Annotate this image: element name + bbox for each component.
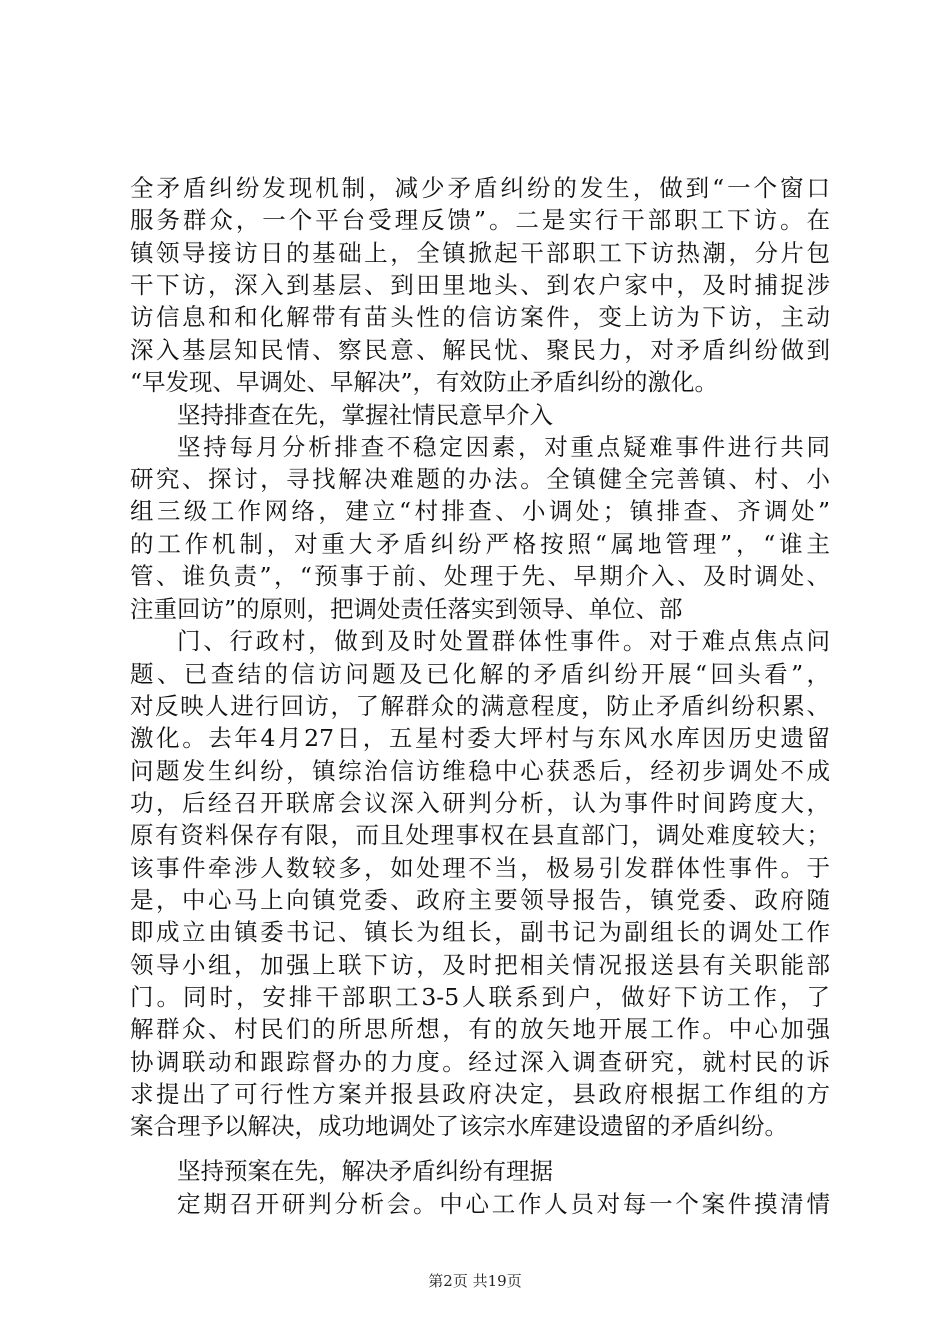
body-text-line: 服务群众，一个平台受理反馈”。二是实行干部职工下访。在 [130, 206, 830, 234]
body-text-line: 镇领导接访日的基础上，全镇掀起干部职工下访热潮，分片包 [130, 239, 830, 267]
body-text-line: 求提出了可行性方案并报县政府决定，县政府根据工作组的方 [130, 1080, 830, 1108]
body-text-line: 即成立由镇委书记、镇长为组长，副书记为副组长的调处工作 [130, 918, 830, 946]
section-heading: 坚持排查在先，掌握社情民意早介入 [177, 401, 553, 429]
body-text-line: 题、已查结的信访问题及已化解的矛盾纠纷开展“回头看”， [130, 660, 830, 688]
body-text-line: 案合理予以解决，成功地调处了该宗水库建设遗留的矛盾纠纷。 [130, 1112, 788, 1140]
body-text-line: 研究、探讨，寻找解决难题的办法。全镇健全完善镇、村、小 [130, 465, 830, 493]
body-text-line: 坚持每月分析排查不稳定因素，对重点疑难事件进行共同 [177, 433, 830, 461]
body-text-line: 解群众、村民们的所思所想，有的放矢地开展工作。中心加强 [130, 1015, 830, 1043]
body-text-line: 全矛盾纠纷发现机制，减少矛盾纠纷的发生，做到“一个窗口 [130, 174, 830, 202]
body-text-line: 对反映人进行回访，了解群众的满意程度，防止矛盾纠纷积累、 [130, 692, 830, 720]
page-number-footer: 第2页 共19页 [428, 1272, 522, 1290]
body-text-line: 组三级工作网络，建立“村排查、小调处；镇排查、齐调处” [130, 497, 830, 525]
body-text-line: 的工作机制，对重大矛盾纠纷严格按照“属地管理”，“谁主 [130, 530, 830, 558]
body-text-line: 门、行政村，做到及时处置群体性事件。对于难点焦点问 [177, 627, 830, 655]
body-text-line: 协调联动和跟踪督办的力度。经过深入调查研究，就村民的诉 [130, 1048, 830, 1076]
body-text-line: 该事件牵涉人数较多，如处理不当，极易引发群体性事件。于 [130, 854, 830, 882]
body-text-line: 原有资料保存有限，而且处理事权在县直部门，调处难度较大； [130, 821, 830, 849]
body-text-line: 定期召开研判分析会。中心工作人员对每一个案件摸清情 [177, 1190, 830, 1218]
body-text-line: 是，中心马上向镇党委、政府主要领导报告，镇党委、政府随 [130, 886, 830, 914]
body-text-line: 深入基层知民情、察民意、解民忧、聚民力，对矛盾纠纷做到 [130, 336, 830, 364]
body-text-line: 管、谁负责”，“预事于前、处理于先、早期介入、及时调处、 [130, 562, 830, 590]
body-text-line: 访信息和和化解带有苗头性的信访案件，变上访为下访，主动 [130, 303, 830, 331]
body-text-line: 领导小组，加强上联下访，及时把相关情况报送县有关职能部 [130, 951, 830, 979]
section-heading: 坚持预案在先，解决矛盾纠纷有理据 [177, 1157, 553, 1185]
body-text-line: 激化。去年4月27日，五星村委大坪村与东风水库因历史遗留 [130, 724, 830, 752]
body-text-line: 门。同时，安排干部职工3-5人联系到户，做好下访工作，了 [130, 983, 830, 1011]
body-text-line: 功，后经召开联席会议深入研判分析，认为事件时间跨度大， [130, 789, 830, 817]
body-text-line: “早发现、早调处、早解决”，有效防止矛盾纠纷的激化。 [130, 368, 719, 396]
body-text-line: 注重回访”的原则，把调处责任落实到领导、单位、部 [130, 595, 683, 623]
body-text-line: 问题发生纠纷，镇综治信访维稳中心获悉后，经初步调处不成 [130, 757, 830, 785]
body-text-line: 干下访，深入到基层、到田里地头、到农户家中，及时捕捉涉 [130, 271, 830, 299]
